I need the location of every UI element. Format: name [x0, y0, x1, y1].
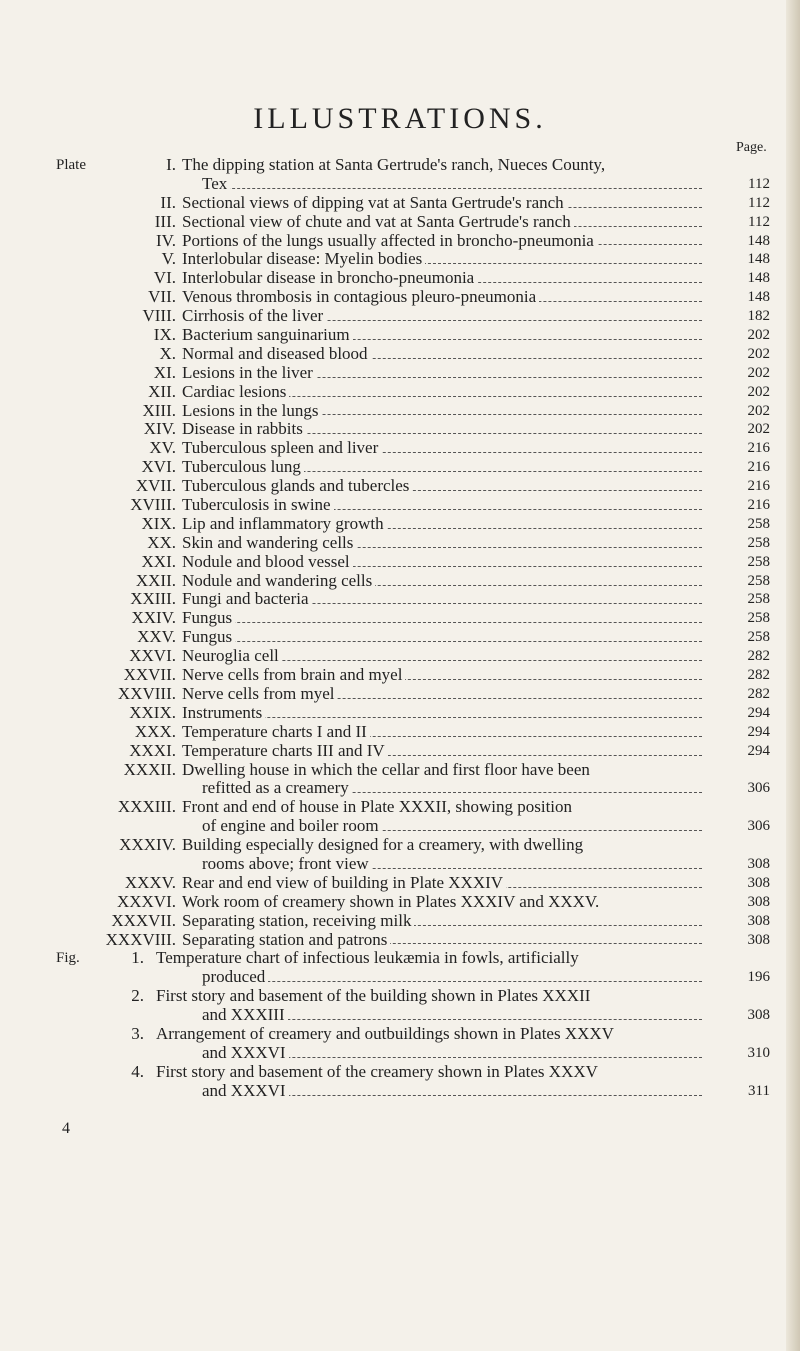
plate-entry — [56, 609, 770, 628]
entry-number: XXXV. — [124, 872, 176, 892]
entry-title: Front and end of house in Plate XXXII, showing position — [182, 798, 575, 816]
plate-entry — [56, 156, 770, 175]
entry-continuation — [56, 1044, 770, 1063]
entry-title: Temperature chart of infectious leukæmia in fowls, artificially — [156, 949, 582, 967]
plate-entry — [56, 496, 770, 515]
entry-number: XVI. — [141, 457, 176, 477]
page-number: 216 — [747, 459, 770, 476]
plate-entry — [56, 402, 770, 421]
page-number: 112 — [748, 194, 770, 211]
entry-number: XXI. — [141, 551, 176, 571]
plate-entry — [56, 534, 770, 553]
entry-number: XXXVIII. — [105, 929, 176, 949]
entry-title: Disease in rabbits — [182, 420, 306, 438]
entry-title: and XXXVI — [202, 1082, 289, 1100]
page-number: 294 — [747, 742, 770, 759]
entry-title: Dwelling house in which the cellar and first floor have been — [182, 761, 593, 779]
entry-number: XXXII. — [123, 759, 176, 779]
plate-entry — [56, 761, 770, 780]
entry-number: 1. — [131, 948, 144, 968]
entry-number: XVII. — [135, 476, 176, 496]
plate-entry — [56, 307, 770, 326]
figure-entry — [56, 949, 770, 968]
plate-entry — [56, 326, 770, 345]
entry-title: Nerve cells from brain and myel — [182, 666, 405, 684]
page-number: 202 — [747, 327, 770, 344]
entry-number: V. — [161, 249, 176, 269]
page-number: 202 — [747, 345, 770, 362]
plate-entry — [56, 931, 770, 950]
entry-number: XVIII. — [130, 495, 176, 515]
page-number: 308 — [747, 1007, 770, 1024]
page-number: 258 — [747, 610, 770, 627]
plate-entry — [56, 345, 770, 364]
entry-number: XXVII. — [123, 665, 176, 685]
entry-title: Tuberculous lung — [182, 458, 304, 476]
entry-continuation — [56, 779, 770, 798]
entry-title: Tuberculosis in swine — [182, 496, 334, 514]
entry-title: Nerve cells from myel — [182, 685, 337, 703]
plate-entry — [56, 912, 770, 931]
page-footer-number: 4 — [62, 1120, 70, 1137]
entry-continuation — [56, 855, 770, 874]
plate-entry — [56, 893, 770, 912]
entry-title: Skin and wandering cells — [182, 534, 356, 552]
page-number: 196 — [747, 969, 770, 986]
entry-title: Separating station, receiving milk — [182, 912, 414, 930]
entry-number: XXXI. — [129, 740, 176, 760]
page-edge-shadow — [786, 0, 800, 1351]
entry-title: Lesions in the liver — [182, 364, 316, 382]
page-number: 202 — [747, 402, 770, 419]
entry-number: XIX. — [141, 513, 176, 533]
entry-number: X. — [159, 343, 176, 363]
page-column-header: Page. — [736, 140, 767, 155]
entry-number: VIII. — [142, 306, 176, 326]
plate-entry — [56, 553, 770, 572]
plate-entry — [56, 742, 770, 761]
entry-number: 2. — [131, 986, 144, 1006]
page-number: 148 — [747, 270, 770, 287]
entry-title: of engine and boiler room — [202, 817, 382, 835]
page-number: 310 — [747, 1044, 770, 1061]
page-number: 112 — [748, 213, 770, 230]
entry-continuation — [56, 1006, 770, 1025]
entry-number: XXIV. — [131, 608, 176, 628]
page-number: 308 — [747, 912, 770, 929]
entry-number: XI. — [153, 362, 176, 382]
entry-title: Sectional view of chute and vat at Santa Gertrude's ranch — [182, 213, 574, 231]
page-number: 282 — [747, 648, 770, 665]
entry-title: Cardiac lesions — [182, 383, 289, 401]
page-number: 311 — [748, 1082, 770, 1099]
entry-title: First story and basement of the creamery shown in Plates XXXV — [156, 1063, 601, 1081]
entry-number: 4. — [131, 1061, 144, 1081]
page-number: 216 — [747, 440, 770, 457]
plate-entry — [56, 364, 770, 383]
entry-title: Building especially designed for a creamery, with dwelling — [182, 836, 586, 854]
entry-number: XIV. — [143, 419, 176, 439]
plate-entry — [56, 666, 770, 685]
plate-entry — [56, 836, 770, 855]
plate-entry — [56, 572, 770, 591]
page-number: 148 — [747, 251, 770, 268]
page-number: 282 — [747, 667, 770, 684]
entry-title: Interlobular disease: Myelin bodies — [182, 250, 425, 268]
page-number: 308 — [747, 855, 770, 872]
entry-title: Interlobular disease in broncho-pneumonia — [182, 269, 477, 287]
page-number: 202 — [747, 421, 770, 438]
entry-title: First story and basement of the building shown in Plates XXXII — [156, 987, 593, 1005]
entry-continuation — [56, 817, 770, 836]
entry-title: refitted as a creamery — [202, 779, 352, 797]
figure-entry — [56, 1063, 770, 1082]
entry-number: III. — [154, 211, 176, 231]
page-number: 258 — [747, 572, 770, 589]
entry-title: Rear and end view of building in Plate XXXIV — [182, 874, 506, 892]
page-number: 258 — [747, 534, 770, 551]
page-number: 308 — [747, 893, 770, 910]
entry-number: IX. — [153, 325, 176, 345]
plate-entry — [56, 250, 770, 269]
entry-title: Tuberculous spleen and liver — [182, 439, 381, 457]
page-number: 202 — [747, 383, 770, 400]
entry-number: XXIII. — [130, 589, 176, 609]
entry-number: XXII. — [135, 570, 176, 590]
fig-label: Fig. — [56, 950, 80, 967]
page-number: 306 — [747, 818, 770, 835]
entry-number: XXXIII. — [117, 797, 176, 817]
figure-entry — [56, 987, 770, 1006]
page-number: 306 — [747, 780, 770, 797]
entry-title: Lesions in the lungs — [182, 402, 321, 420]
page-number: 148 — [747, 289, 770, 306]
page-number: 148 — [747, 232, 770, 249]
plate-entry — [56, 420, 770, 439]
entry-title: rooms above; front view — [202, 855, 372, 873]
entry-title: Normal and diseased blood — [182, 345, 371, 363]
entry-number: XXVIII. — [117, 683, 176, 703]
entry-number: 3. — [131, 1023, 144, 1043]
entry-title: and XXXIII — [202, 1006, 288, 1024]
entry-title: Fungus — [182, 609, 235, 627]
entry-title: Arrangement of creamery and outbuildings shown in Plates XXXV — [156, 1025, 617, 1043]
plate-entry — [56, 458, 770, 477]
entry-number: XXXIV. — [119, 835, 176, 855]
entry-title: Work room of creamery shown in Plates XXXIV and XXXV. — [182, 893, 602, 911]
entry-number: XII. — [148, 381, 176, 401]
entry-number: XXXVI. — [116, 891, 176, 911]
entry-title: Sectional views of dipping vat at Santa Gertrude's ranch — [182, 194, 567, 212]
plate-entry — [56, 439, 770, 458]
entry-title: Neuroglia cell — [182, 647, 282, 665]
entry-number: XXV. — [137, 627, 176, 647]
page-number: 202 — [747, 364, 770, 381]
page-number: 258 — [747, 553, 770, 570]
plate-entry — [56, 798, 770, 817]
entry-number: II. — [160, 192, 176, 212]
entry-number: XX. — [147, 532, 176, 552]
entry-title: Tex — [202, 175, 230, 193]
entry-title: Venous thrombosis in contagious pleuro-pneumonia — [182, 288, 539, 306]
plate-entry — [56, 647, 770, 666]
plate-entry — [56, 288, 770, 307]
entry-number: XXX. — [134, 721, 176, 741]
entry-number: I. — [166, 155, 176, 174]
entry-continuation — [56, 968, 770, 987]
page-number: 308 — [747, 874, 770, 891]
entry-title: produced — [202, 968, 268, 986]
plate-entry — [56, 232, 770, 251]
plate-label: Plate — [56, 157, 86, 173]
page-number: 294 — [747, 704, 770, 721]
page-title: ILLUSTRATIONS. — [253, 102, 547, 136]
plate-entry — [56, 704, 770, 723]
plate-entry — [56, 194, 770, 213]
plate-entry — [56, 269, 770, 288]
entry-title: Nodule and wandering cells — [182, 572, 375, 590]
entry-number: XXXVII. — [111, 910, 176, 930]
page-number: 182 — [747, 308, 770, 325]
page-number: 258 — [747, 629, 770, 646]
entry-number: XIII. — [142, 400, 176, 420]
entry-number: VII. — [148, 287, 176, 307]
entry-title: Bacterium sanguinarium — [182, 326, 353, 344]
entry-title: Separating station and patrons — [182, 931, 390, 949]
entry-number: XV. — [149, 438, 176, 458]
entry-title: Nodule and blood vessel — [182, 553, 353, 571]
plate-entry — [56, 723, 770, 742]
entry-title: Lip and inflammatory growth — [182, 515, 387, 533]
entry-title: Temperature charts I and II — [182, 723, 370, 741]
illustrations-list — [56, 156, 770, 1101]
page-number: 308 — [747, 931, 770, 948]
entry-continuation — [56, 1082, 770, 1101]
entry-number: XXIX. — [129, 702, 176, 722]
entry-title: Cirrhosis of the liver — [182, 307, 326, 325]
entry-title: Tuberculous glands and tubercles — [182, 477, 412, 495]
page-number: 282 — [747, 685, 770, 702]
entry-title: Fungi and bacteria — [182, 590, 312, 608]
plate-entry — [56, 628, 770, 647]
plate-entry — [56, 590, 770, 609]
plate-entry — [56, 515, 770, 534]
entry-number: VI. — [153, 268, 176, 288]
plate-entry — [56, 685, 770, 704]
entry-title: Temperature charts III and IV — [182, 742, 388, 760]
entry-title: Instruments — [182, 704, 265, 722]
figure-entry — [56, 1025, 770, 1044]
entry-title: Fungus — [182, 628, 235, 646]
page-number: 216 — [747, 478, 770, 495]
page-number: 112 — [748, 175, 770, 192]
page-number: 258 — [747, 515, 770, 532]
entry-number: IV. — [156, 230, 176, 250]
plate-entry — [56, 477, 770, 496]
entry-number: XXVI. — [129, 646, 176, 666]
plate-entry — [56, 213, 770, 232]
page-number: 294 — [747, 723, 770, 740]
page-number: 258 — [747, 591, 770, 608]
plate-entry — [56, 874, 770, 893]
entry-continuation — [56, 175, 770, 194]
page-number: 216 — [747, 497, 770, 514]
entry-title: Portions of the lungs usually affected in broncho-pneumonia — [182, 232, 597, 250]
entry-title: and XXXVI — [202, 1044, 289, 1062]
entry-title: The dipping station at Santa Gertrude's ranch, Nueces County, — [182, 156, 608, 174]
plate-entry — [56, 383, 770, 402]
